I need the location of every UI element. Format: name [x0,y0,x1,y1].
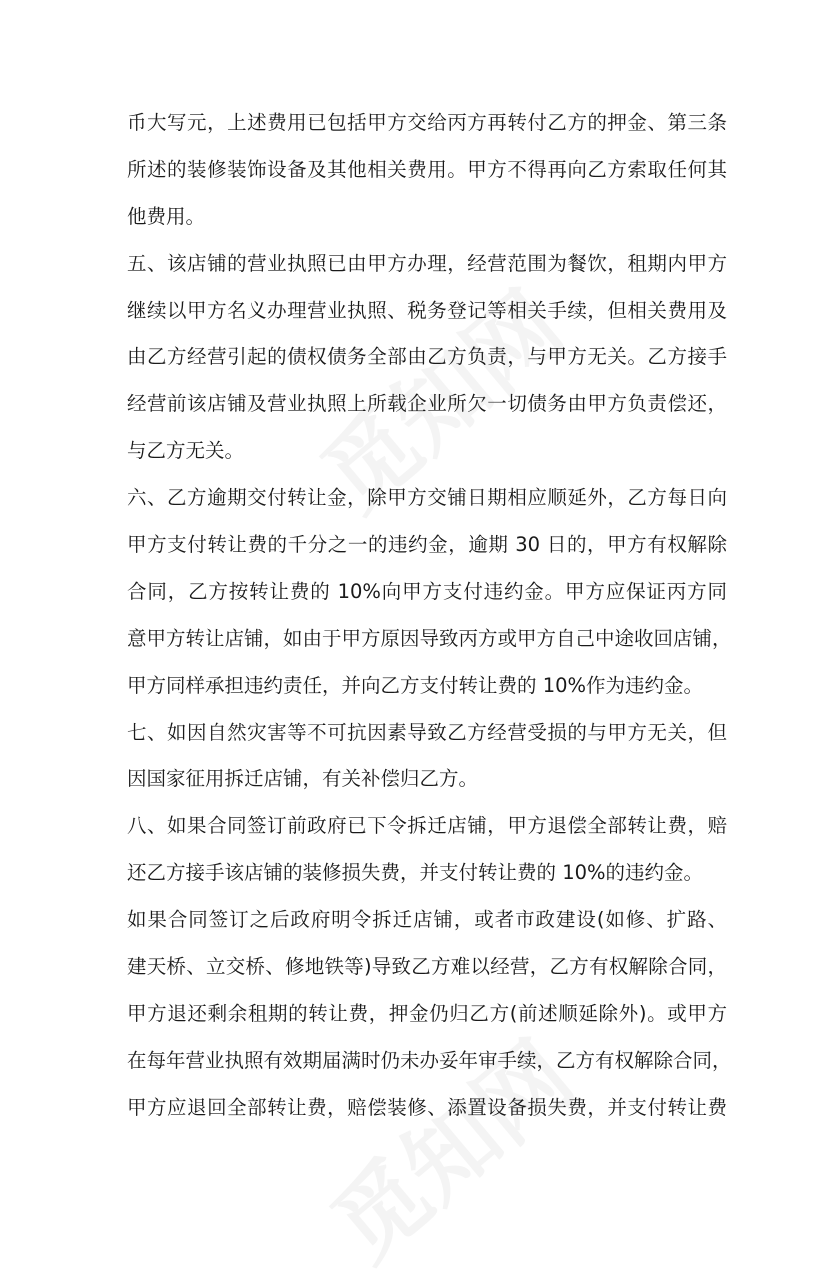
text-line: 因国家征用拆迁店铺，有关补偿归乙方。 [127,767,479,791]
text-line: 他费用。 [127,204,206,228]
text-line: 建天桥、立交桥、修地铁等)导致乙方难以经营，乙方有权解除合同， [127,955,727,979]
text-line: 在每年营业执照有效期届满时仍未办妥年审手续，乙方有权解除合同， [127,1048,732,1072]
text-line: 甲方同样承担违约责任，并向乙方支付转让费的 10%作为违约金。 [127,673,704,697]
text-line: 经营前该店铺及营业执照上所载企业所欠一切债务由甲方负责偿还， [127,392,727,416]
text-line: 与乙方无关。 [127,439,245,463]
text-line: 所述的装修装饰设备及其他相关费用。甲方不得再向乙方索取任何其 [127,157,727,181]
text-line: 由乙方经营引起的债权债务全部由乙方负责，与甲方无关。乙方接手 [127,345,727,369]
contract-body [127,100,732,1132]
text-line: 合同，乙方按转让费的 10%向甲方支付违约金。甲方应保证丙方同 [127,579,727,603]
text-line: 甲方支付转让费的千分之一的违约金，逾期 30 日的，甲方有权解除 [127,533,727,557]
text-line: 还乙方接手该店铺的装修损失费，并支付转让费的 10%的违约金。 [127,861,704,885]
text-line: 继续以甲方名义办理营业执照、税务登记等相关手续，但相关费用及 [127,298,727,322]
clause-6-line: 六、乙方逾期交付转让金，除甲方交铺日期相应顺延外，乙方每日向 [127,486,727,510]
text-line: 币大写元，上述费用已包括甲方交给丙方再转付乙方的押金、第三条 [127,111,727,134]
text-line: 意甲方转让店铺，如由于甲方原因导致丙方或甲方自己中途收回店铺， [127,626,732,650]
clause-7-line: 七、如因自然灾害等不可抗因素导致乙方经营受损的与甲方无关，但 [127,720,727,744]
text-line: 甲方退还剩余租期的转让费，押金仍归乙方(前述顺延除外)。或甲方 [127,1001,727,1025]
clause-8-line: 八、如果合同签订前政府已下令拆迁店铺，甲方退偿全部转让费，赔 [127,814,727,838]
clause-5-line: 五、该店铺的营业执照已由甲方办理，经营范围为餐饮，租期内甲方 [127,251,727,275]
text-line: 甲方应退回全部转让费，赔偿装修、添置设备损失费，并支付转让费 [127,1095,727,1119]
text-line: 如果合同签订之后政府明令拆迁店铺，或者市政建设(如修、扩路、 [127,908,727,932]
